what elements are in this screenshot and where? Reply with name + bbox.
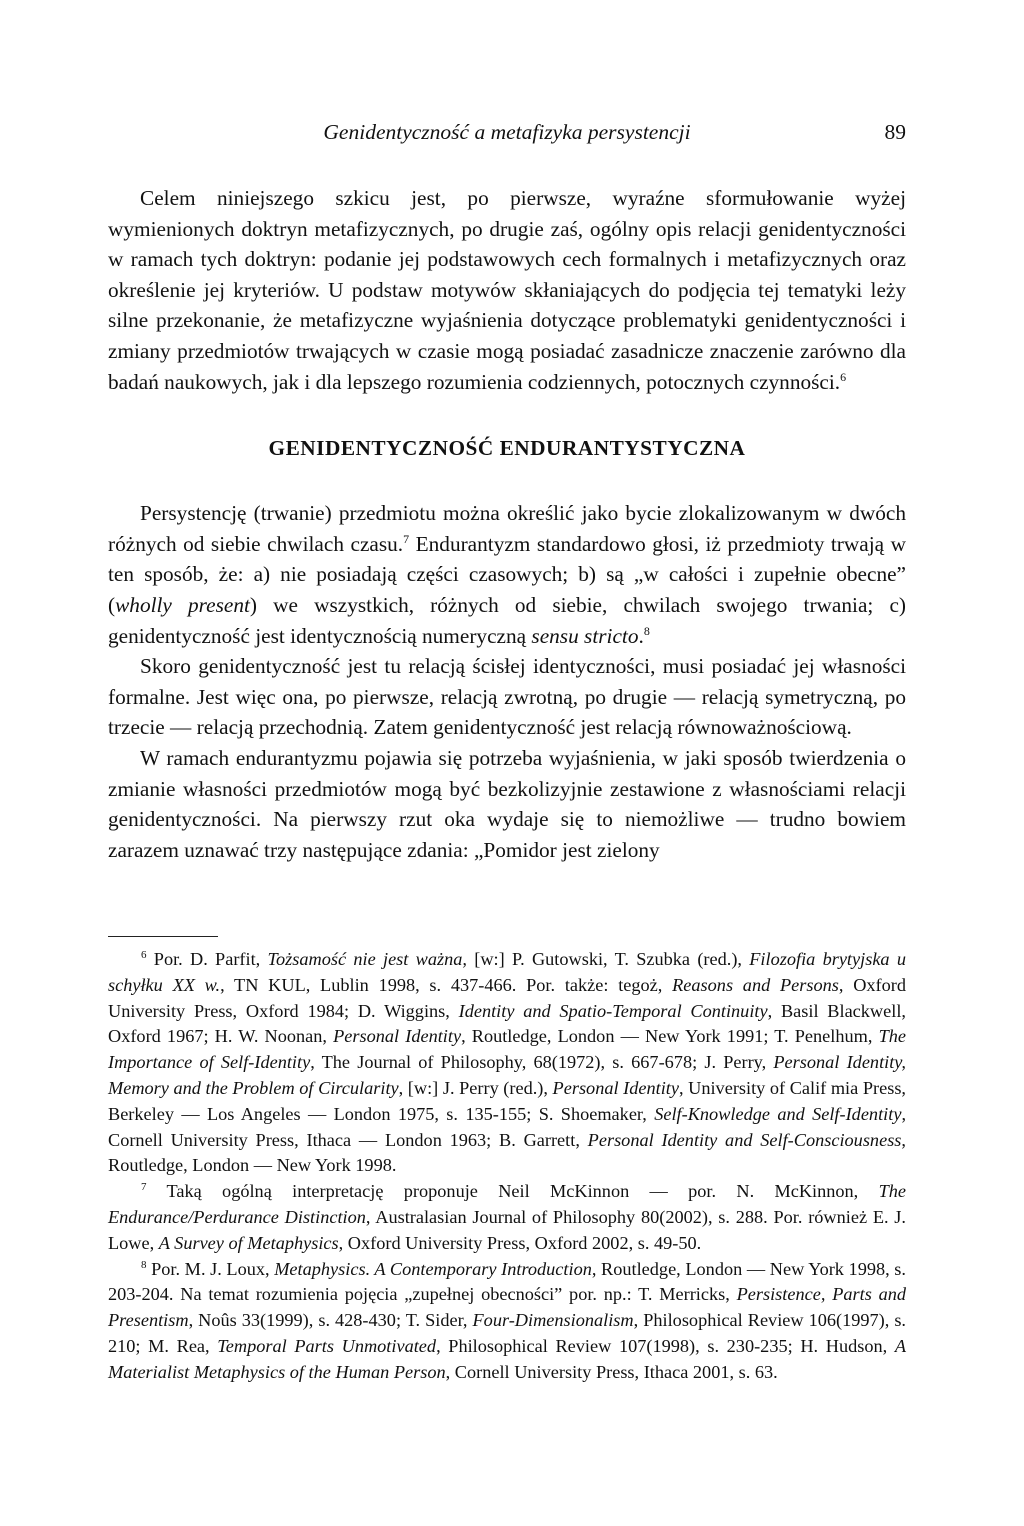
footnote-title: Self-Knowledge and Self-Identity	[654, 1103, 902, 1124]
footnote-text: , The Journal of Philosophy, 68(1972), s. 667-678; J. Perry,	[310, 1052, 774, 1073]
footnote-text: , Basil Blackwell, Oxford 1967; H. W. Noonan,	[108, 1000, 906, 1047]
footnote-text: , Routledge, London — New York 1998, s. 203-204. Na temat rozumienia pojęcia „zupełnej obecności” por. np.: T. Merricks,	[108, 1258, 906, 1305]
footnote-text: , [w:] J. Perry (red.),	[398, 1077, 553, 1098]
footnote-title: Temporal Parts Unmotivated	[217, 1335, 437, 1356]
footnote-text: , Oxford University Press, Oxford 2002, s. 49-50.	[338, 1232, 702, 1253]
footnote-text: , Philosophical Review 106(1997), s. 210; M. Rea,	[108, 1310, 907, 1356]
footnote-text: Por. D. Parfit,	[146, 949, 268, 969]
persistence-text-2: Endurantyzm standardowo głosi, iż przedmioty trwają w ten sposób, że: a) nie posiadają części czasowych; b) są „w całości i zupełnie obecne” (	[108, 531, 906, 617]
persistence-text-3: ) we wszystkich, różnych od siebie, chwilach swojego trwania; c) genidentyczność jest identycznością numeryczną	[108, 592, 906, 648]
intro-paragraph	[108, 183, 906, 397]
footnote-text: , Cornell University Press, Ithaca 2001, s. 63.	[445, 1361, 778, 1382]
footnote-title: Personal Identity	[552, 1077, 679, 1098]
footnote-text: , Philosophical Review 107(1998), s. 230-235; H. Hudson,	[436, 1335, 895, 1356]
footnote-text: , Noûs 33(1999), s. 428-430; T. Sider,	[188, 1310, 473, 1331]
footnote-8	[108, 1257, 906, 1386]
footnote-number: 6	[141, 948, 147, 961]
footnote-title: Metaphysics. A Contemporary Introduction	[274, 1258, 592, 1279]
footnote-title: The Endurance/Perdurance Distinction	[108, 1181, 906, 1227]
persistence-italic-2: sensu stricto	[531, 623, 639, 648]
endurantism-paragraph: W ramach endurantyzmu pojawia się potrzeba wyjaśnienia, w jaki sposób twierdzenia o zmianie własności przedmiotów mogą być bezkolizyjnie zestawione z własnościami relacji genidentyczności. Na pierwszy rzut oka wydaje się to niemożliwe — trudno bowiem zarazem uznawać trzy następujące zdania: „Pomidor jest zielony	[108, 745, 906, 862]
footnote-title: Personal Identity and Self-Consciousness	[587, 1129, 902, 1150]
footnote-title: Personal Identity, Memory and the Problem of Circularity	[108, 1052, 906, 1098]
footnote-7	[108, 1179, 906, 1256]
footnote-title: Persistence, Parts and Presentism	[108, 1284, 906, 1331]
main-text	[108, 183, 906, 865]
footnote-title: Personal Identity	[333, 1026, 462, 1047]
page-number: 89	[884, 120, 906, 144]
footnote-text: , University of Calif mia Press, Berkeley — Los Angeles — London 1975, s. 135-155; S. Shoemaker,	[108, 1077, 907, 1124]
footnote-text: , Australasian Journal of Philosophy 80(2002), s. 288. Por. również E. J. Lowe,	[108, 1206, 906, 1253]
footnote-6	[108, 947, 906, 1179]
persistence-paragraph	[108, 498, 906, 651]
footnote-title: Tożsamość nie jest ważna,	[267, 949, 467, 969]
footnote-text: Por. M. J. Loux,	[146, 1258, 275, 1279]
footnote-title: Filozofia brytyjska u schyłku XX w.	[108, 949, 906, 995]
footnote-ref-8[interactable]: 8	[643, 623, 650, 638]
footnote-number: 7	[141, 1181, 147, 1194]
intro-text: Celem niniejszego szkicu jest, po pierwsze, wyraźne sformułowanie wyżej wymienionych doktryn metafizycznych, po drugie zaś, ogólny opis relacji genidentyczności w ramach tych doktryn: podanie jej podstawowych cech formalnych i metafizycznych oraz określenie jej kryteriów. U podstaw motywów skłaniających do podjęcia tej tematyki leży silne przekonanie, że metafizyczne wyjaśnienia dotyczące problematyki genidentyczności i zmiany przedmiotów trwających w czasie mogą posiadać zasadnicze znaczenie zarówno dla badań naukowych, jak i dla lepszego rozumienia codziennych, potocznych czynności.	[108, 186, 906, 394]
persistence-text-1: Persystencję (trwanie) przedmiotu można określić jako bycie zlokalizowanym w dwóch różnych od siebie chwilach czasu.	[108, 501, 906, 556]
footnote-text: , Routledge, London — New York 1991; T. Penelhum,	[461, 1026, 879, 1047]
footnote-ref-6[interactable]: 6	[840, 369, 847, 384]
footnote-title: A Survey of Metaphysics	[158, 1232, 339, 1253]
running-header	[108, 117, 906, 147]
footnote-separator	[108, 936, 218, 937]
footnote-number: 8	[141, 1258, 147, 1271]
footnote-title: A Materialist Metaphysics of the Human Person	[108, 1335, 907, 1382]
identity-paragraph: Skoro genidentyczność jest tu relacją ścisłej identyczności, musi posiadać jej własności formalne. Jest więc ona, po pierwsze, relacją zwrotną, po drugie — relacją symetryczną, po trzecie — relacją przechodnią. Zatem genidentyczność jest relacją równoważnościową.	[108, 654, 906, 740]
footnote-text: , Cornell University Press, Ithaca — London 1963; B. Garrett,	[108, 1103, 907, 1150]
section-heading: GENIDENTYCZNOŚĆ ENDURANTYSTYCZNA	[268, 436, 746, 461]
footnote-title: Reasons and Persons	[672, 974, 839, 995]
footnote-ref-7[interactable]: 7	[403, 531, 410, 546]
footnote-title: Identity and Spatio-Temporal Continuity	[458, 1000, 768, 1021]
persistence-italic-1: wholly present	[115, 592, 250, 617]
footnote-title: Four-Dimensionalism	[472, 1310, 634, 1331]
running-title: Genidentyczność a metafizyka persystencji	[323, 120, 691, 144]
footnote-text: Taką ogólną interpretację proponuje Neil McKinnon — por. N. McKinnon,	[146, 1181, 879, 1202]
footnote-text: [w:] P. Gutowski, T. Szubka (red.),	[466, 949, 750, 969]
persistence-text-4: .	[638, 623, 644, 648]
footnote-text: , Routledge, London — New York 1998.	[108, 1129, 906, 1176]
footnote-text: , Oxford University Press, Oxford 1984; D. Wiggins,	[108, 974, 907, 1021]
footnote-title: The Importance of Self-Identity	[108, 1026, 906, 1073]
footnotes	[108, 947, 906, 1386]
footnote-text: , TN KUL, Lublin 1998, s. 437-466. Por. także: tegoż,	[220, 974, 673, 995]
